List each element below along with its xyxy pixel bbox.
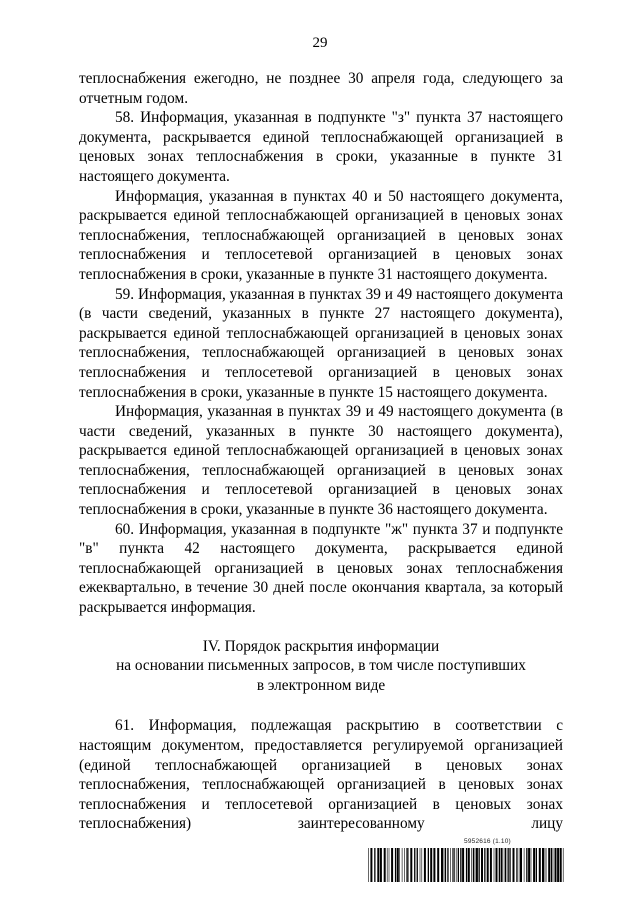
paragraph-59-second: Информация, указанная в пунктах 39 и 49 настоящего документа (в части сведений, указанных в пункте 30 настоящего документа), раскрывается единой теплоснабжающей организацией в ценовых зонах теплоснабжения, теплоснабжающей организацией в ценовых зонах теплоснабжения и теплосетевой организацией в ценовых зонах теплоснабжения в сроки, указанные в пункте 36 настоящего документа.	[79, 403, 563, 519]
page-number: 29	[312, 35, 328, 51]
paragraph-61: 61. Информация, подлежащая раскрытию в соответствии с настоящим документом, предоставляется регулируемой организацией (единой теплоснабжающей организацией в ценовых зонах теплоснабжения, теплоснабжающей организацией в ценовых зонах теплоснабжения и теплосетевой организацией в ценовых зонах теплоснабжения) заинтересованному лицу	[79, 717, 563, 833]
document-body	[79, 69, 563, 834]
paragraph-58-second: Информация, указанная в пунктах 40 и 50 настоящего документа, раскрывается единой теплоснабжающей организацией в ценовых зонах теплоснабжения, теплоснабжающей организацией в ценовых зонах теплоснабжения и теплосетевой организацией в ценовых зонах теплоснабжения в сроки, указанные в пункте 31 настоящего документа.	[79, 187, 563, 283]
document-code: 5952616 (1.10)	[464, 838, 511, 845]
paragraph-59: 59. Информация, указанная в пунктах 39 и 49 настоящего документа (в части сведений, указанных в пункте 27 настоящего документа), раскрывается единой теплоснабжающей организацией в ценовых зонах теплоснабжения, теплоснабжающей организацией в ценовых зонах теплоснабжения и теплосетевой организацией в ценовых зонах теплоснабжения в сроки, указанные в пункте 15 настоящего документа.	[79, 285, 563, 401]
paragraph-58: 58. Информация, указанная в подпункте "з" пункта 37 настоящего документа, раскрывается единой теплоснабжающей организацией в ценовых зонах теплоснабжения в сроки, указанные в пункте 31 настоящего документа.	[79, 109, 563, 185]
section-heading-line-3: в электронном виде	[256, 676, 386, 694]
paragraph-continuation: теплоснабжения ежегодно, не позднее 30 апреля года, следующего за отчетным годом.	[79, 70, 563, 107]
section-heading-line-1: IV. Порядок раскрытия информации	[202, 637, 440, 655]
paragraph-60: 60. Информация, указанная в подпункте "ж" пункта 37 и подпункте "в" пункта 42 настоящего документа, раскрывается единой теплоснабжающей организацией в ценовых зонах теплоснабжения ежеквартально, в течение 30 дней после окончания квартала, за который раскрывается информация.	[79, 520, 563, 617]
footer-barcode-block	[368, 838, 564, 884]
section-heading	[79, 637, 563, 696]
barcode-image	[368, 848, 564, 882]
section-heading-line-2: на основании письменных запросов, в том числе поступивших	[116, 657, 526, 675]
